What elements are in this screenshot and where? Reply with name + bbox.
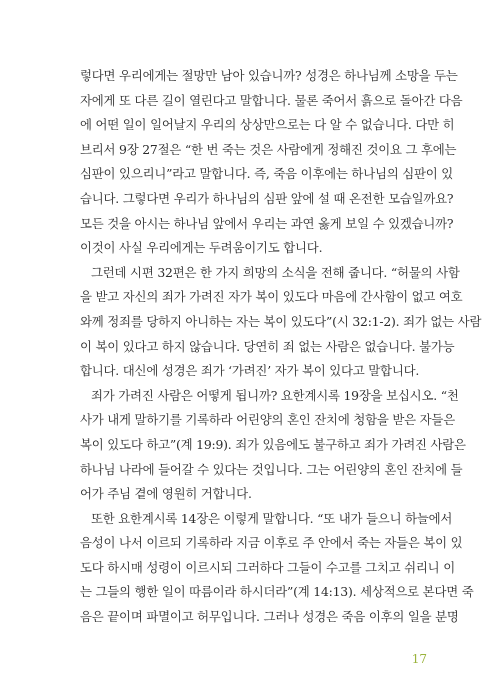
text-line: 브리서 9장 27절은 “한 번 죽는 것은 사람에게 정해진 것이요 그 후에는 [80, 141, 457, 157]
page-number: 17 [411, 652, 427, 666]
text-line: 음은 끝이며 파멸이고 허무입니다. 그러나 성경은 죽음 이후의 일을 분명 [80, 609, 459, 625]
text-line: 그런데 시편 32편은 한 가지 희망의 소식을 전해 줍니다. “허물의 사함 [91, 264, 460, 280]
text-line: 심판이 있으리니”라고 말합니다. 즉, 죽음 이후에는 하나님의 심판이 있 [80, 166, 454, 182]
text-line: 죄가 가려진 사람은 어떻게 됩니까? 요한계시록 19장을 보십시오. “천 [91, 387, 459, 403]
text-line: 습니다. 그렇다면 우리가 하나님의 심판 앞에 설 때 온전한 모습일까요? [80, 190, 454, 206]
body-text [80, 64, 482, 630]
text-line: 이 복이 있다고 하지 않습니다. 당연히 죄 없는 사람은 없습니다. 불가능 [80, 338, 455, 354]
text-line: 와께 정죄를 당하지 아니하는 자는 복이 있도다”(시 32:1-2). 죄가 없는 사람 [80, 313, 482, 329]
text-line: 하나님 나라에 들어갈 수 있다는 것입니다. 그는 어린양의 혼인 잔치에 들 [80, 461, 463, 477]
text-line: 모든 것을 아시는 하나님 앞에서 우리는 과연 옳게 보일 수 있겠습니까? [80, 215, 454, 231]
text-line: 자에게 또 다른 길이 열린다고 말합니다. 물론 죽어서 흙으로 돌아간 다음 [80, 92, 463, 108]
text-line: 어가 주님 곁에 영원히 거합니다. [80, 486, 252, 502]
text-line: 을 받고 자신의 죄가 가려진 자가 복이 있도다 마음에 간사함이 없고 여호 [80, 289, 463, 305]
text-line: 렇다면 우리에게는 절망만 남아 있습니까? 성경은 하나님께 소망을 두는 [80, 68, 458, 83]
text-line: 음성이 나서 이르되 기록하라 지금 이후로 주 안에서 죽는 자들은 복이 있 [80, 535, 463, 551]
text-line: 도다 하시매 성령이 이르시되 그러하다 그들이 수고를 그치고 쉬리니 이 [80, 559, 455, 575]
text-line: 사가 내게 말하기를 기록하라 어린양의 혼인 잔치에 청함을 받은 자들은 [80, 412, 455, 428]
text-line: 복이 있도다 하고”(계 19:9). 죄가 있음에도 불구하고 죄가 가려진 사람은 [80, 436, 466, 452]
text-line: 에 어떤 일이 일어날지 우리의 상상만으로는 다 알 수 없습니다. 다만 히 [80, 117, 455, 133]
text-line: 는 그들의 행한 일이 따름이라 하시더라”(계 14:13). 세상적으로 본다면 죽 [80, 584, 474, 600]
text-line: 또한 요한계시록 14장은 이렇게 말합니다. “또 내가 들으니 하늘에서 [91, 510, 453, 526]
text-line: 이것이 사실 우리에게는 두려움이기도 합니다. [80, 240, 323, 256]
text-line: 합니다. 대신에 성경은 죄가 ‘가려진’ 자가 복이 있다고 말합니다. [80, 363, 420, 379]
